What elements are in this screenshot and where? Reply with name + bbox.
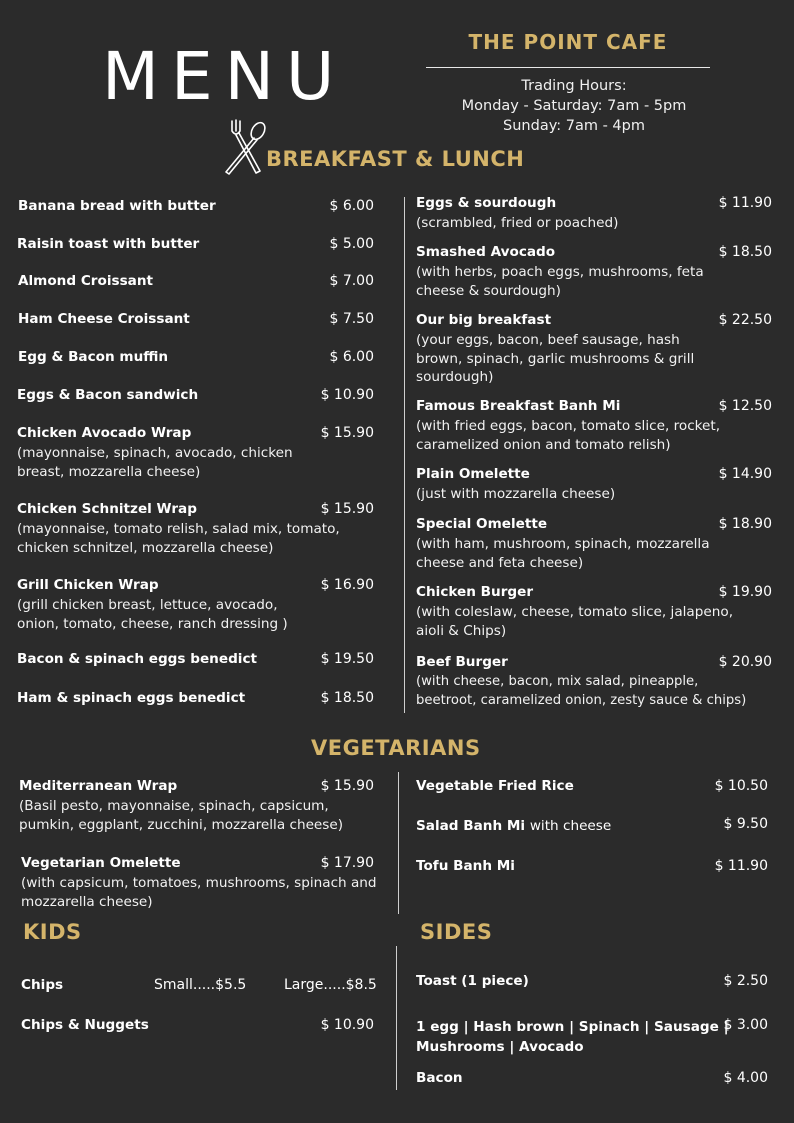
description-line: pumkin, eggplant, zucchini, mozzarella cheese) xyxy=(19,816,344,833)
item-name: Vegetable Fried Rice xyxy=(416,778,574,794)
item-description xyxy=(17,444,293,481)
description-line: (with herbs, poach eggs, mushrooms, feta xyxy=(416,264,704,280)
item-price: $ 22.50 xyxy=(718,312,772,328)
item-name: Egg & Bacon muffin xyxy=(18,349,169,365)
hours-label: Trading Hours: xyxy=(521,78,627,94)
description-line: breast, mozzarella cheese) xyxy=(17,463,201,480)
item-name: Chicken Burger xyxy=(416,584,534,600)
item-description xyxy=(416,673,746,710)
description-line: (with ham, mushroom, spinach, mozzarella xyxy=(416,536,710,552)
description-line: (with capsicum, tomatoes, mushrooms, spinach and xyxy=(21,875,377,891)
description-line: caramelized onion and tomato relish) xyxy=(416,436,671,453)
item-price: $ 7.50 xyxy=(329,311,374,327)
item-name: Grill Chicken Wrap xyxy=(17,577,159,593)
item-name: Mediterranean Wrap xyxy=(19,778,178,794)
item-name: Tofu Banh Mi xyxy=(416,858,515,874)
item-description xyxy=(17,520,340,557)
item-price: $ 3.00 xyxy=(723,1017,768,1033)
item-price: $ 5.00 xyxy=(329,236,374,252)
item-price: $ 12.50 xyxy=(718,398,772,414)
item-name: Chips xyxy=(21,977,64,993)
item-price: $ 14.90 xyxy=(718,466,772,482)
item-price: $ 10.90 xyxy=(320,1017,374,1033)
item-price: $ 10.90 xyxy=(320,387,374,403)
item-name: Our big breakfast xyxy=(416,312,552,328)
description-line: (your eggs, bacon, beef sausage, hash xyxy=(416,332,680,348)
item-description xyxy=(416,417,720,454)
item-name: Ham Cheese Croissant xyxy=(18,311,190,327)
description-line: (with cheese, bacon, mix salad, pineapple, xyxy=(416,674,699,689)
description-line: (with fried eggs, bacon, tomato slice, rocket, xyxy=(416,418,721,434)
item-description xyxy=(416,535,710,572)
item-price-large: Large.....$8.5 xyxy=(284,977,377,993)
item-name: Bacon & spinach eggs benedict xyxy=(17,651,258,667)
trading-hours xyxy=(426,76,722,136)
item-name: Special Omelette xyxy=(416,516,548,532)
item-price: $ 17.90 xyxy=(320,855,374,871)
item-name: Plain Omelette xyxy=(416,466,530,482)
item-description xyxy=(416,263,704,300)
vegetarians-title: VEGETARIANS xyxy=(311,736,481,760)
item-name: Vegetarian Omelette xyxy=(21,855,181,871)
menu-title: MENU xyxy=(102,38,347,115)
item-name-line: 1 egg | Hash brown | Spinach | Sausage | xyxy=(416,1019,729,1035)
description-line: (grill chicken breast, lettuce, avocado, xyxy=(17,597,278,613)
item-price: $ 6.00 xyxy=(329,349,374,365)
hours-weekdays: Monday - Saturday: 7am - 5pm xyxy=(461,98,687,114)
item-name: Banana bread with butter xyxy=(18,198,216,214)
hours-sunday: Sunday: 7am - 4pm xyxy=(503,118,645,134)
item-price: $ 15.90 xyxy=(320,501,374,517)
item-name: Smashed Avocado xyxy=(416,244,556,260)
item-name: Raisin toast with butter xyxy=(17,236,200,252)
description-line: (scrambled, fried or poached) xyxy=(416,215,619,231)
item-price: $ 11.90 xyxy=(714,858,768,874)
item-price: $ 18.50 xyxy=(718,244,772,260)
item-price: $ 7.00 xyxy=(329,273,374,289)
item-note: with cheese xyxy=(529,818,612,834)
description-line: (Basil pesto, mayonnaise, spinach, capsicum, xyxy=(19,798,329,814)
item-description xyxy=(17,596,288,633)
description-line: (just with mozzarella cheese) xyxy=(416,486,616,502)
item-description xyxy=(19,797,343,834)
item-name-text: Salad Banh Mi xyxy=(416,818,526,834)
cafe-name: THE POINT CAFE xyxy=(468,30,668,54)
description-line: (mayonnaise, tomato relish, salad mix, tomato, xyxy=(17,521,340,537)
item-description xyxy=(416,485,615,504)
description-line: sourdough) xyxy=(416,369,494,385)
item-name-line: Mushrooms | Avocado xyxy=(416,1039,584,1055)
description-line: aioli & Chips) xyxy=(416,622,507,639)
item-price: $ 10.50 xyxy=(714,778,768,794)
item-name xyxy=(416,818,611,834)
description-line: beetroot, caramelized onion, zesty sauce & chips) xyxy=(416,692,747,708)
item-description xyxy=(416,331,694,387)
kids-title: KIDS xyxy=(23,920,82,944)
item-name xyxy=(416,1017,729,1057)
description-line: cheese and feta cheese) xyxy=(416,554,584,571)
item-name: Famous Breakfast Banh Mi xyxy=(416,398,621,414)
item-price: $ 9.50 xyxy=(723,816,768,832)
item-price: $ 18.90 xyxy=(718,516,772,532)
description-line: mozzarella cheese) xyxy=(21,893,153,910)
item-price: $ 2.50 xyxy=(723,973,768,989)
kids-sides-divider xyxy=(396,946,397,1090)
item-price: $ 16.90 xyxy=(320,577,374,593)
item-price: $ 20.90 xyxy=(718,654,772,670)
cutlery-icon xyxy=(218,117,272,177)
description-line: chicken schnitzel, mozzarella cheese) xyxy=(17,539,274,556)
item-price: $ 19.90 xyxy=(718,584,772,600)
item-price-small: Small.....$5.5 xyxy=(154,977,247,993)
item-name: Chicken Avocado Wrap xyxy=(17,425,192,441)
item-name: Chicken Schnitzel Wrap xyxy=(17,501,197,517)
item-name: Ham & spinach eggs benedict xyxy=(17,690,246,706)
sides-title: SIDES xyxy=(420,920,493,944)
vegetarians-column-divider xyxy=(398,772,399,914)
description-line: onion, tomato, cheese, ranch dressing ) xyxy=(17,615,288,632)
item-name: Bacon xyxy=(416,1070,463,1086)
item-price: $ 18.50 xyxy=(320,690,374,706)
item-price: $ 4.00 xyxy=(723,1070,768,1086)
description-line: cheese & sourdough) xyxy=(416,282,561,299)
item-price: $ 15.90 xyxy=(320,425,374,441)
description-line: (with coleslaw, cheese, tomato slice, jalapeno, xyxy=(416,604,734,620)
item-name: Eggs & Bacon sandwich xyxy=(17,387,199,403)
item-name: Chips & Nuggets xyxy=(21,1017,149,1033)
item-name: Toast (1 piece) xyxy=(416,973,529,989)
item-price: $ 15.90 xyxy=(320,778,374,794)
breakfast-lunch-title: BREAKFAST & LUNCH xyxy=(266,147,525,171)
item-description xyxy=(416,214,618,233)
breakfast-column-divider xyxy=(404,197,405,713)
item-price: $ 6.00 xyxy=(329,198,374,214)
item-price: $ 19.50 xyxy=(320,651,374,667)
item-name: Almond Croissant xyxy=(18,273,154,289)
item-description xyxy=(21,874,377,911)
item-price: $ 11.90 xyxy=(718,195,772,211)
item-name: Eggs & sourdough xyxy=(416,195,557,211)
item-description xyxy=(416,603,733,640)
item-name: Beef Burger xyxy=(416,654,508,670)
description-line: brown, spinach, garlic mushrooms & grill xyxy=(416,350,695,367)
description-line: (mayonnaise, spinach, avocado, chicken xyxy=(17,445,293,461)
header-divider xyxy=(426,67,710,68)
